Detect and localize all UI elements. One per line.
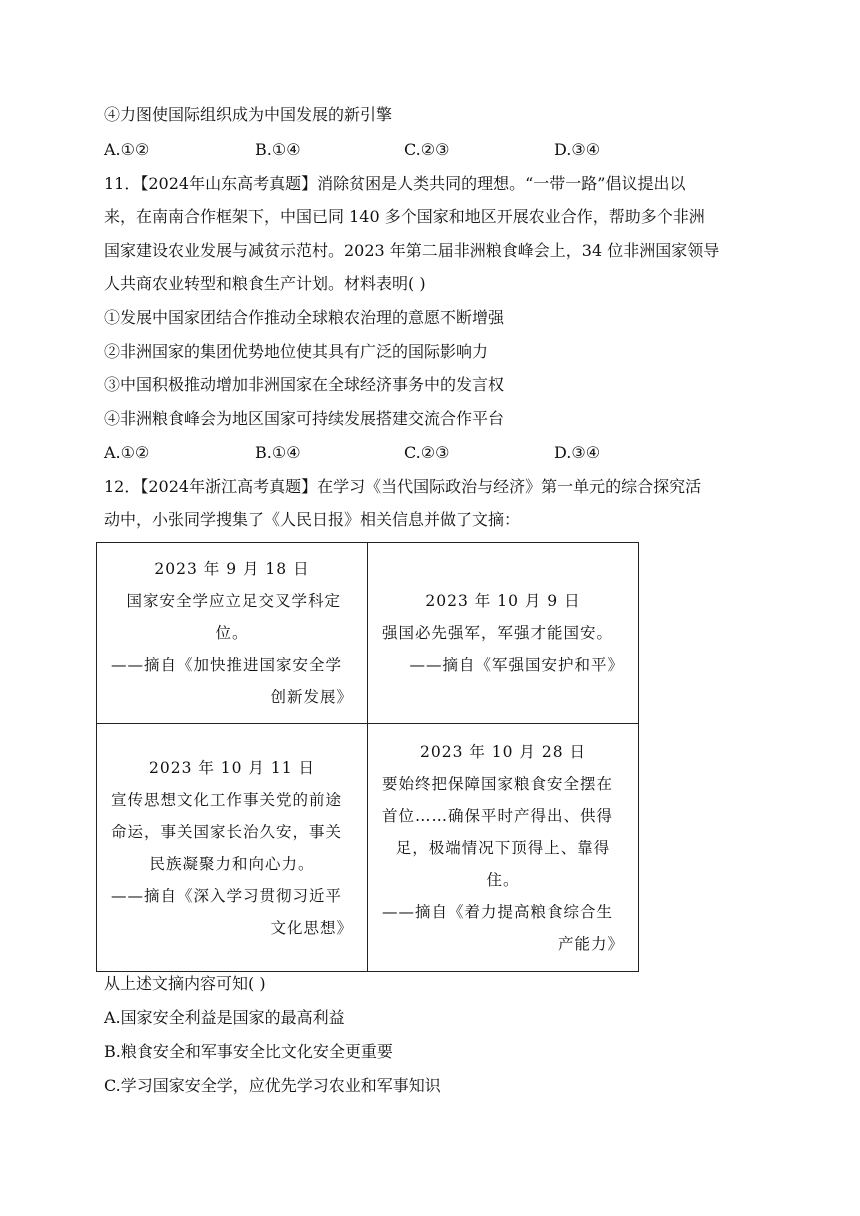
q11-statement-4: ④非洲粮食峰会为地区国家可持续发展搭建交流合作平台: [104, 409, 505, 428]
q11-statement-1: ①发展中国家团结合作推动全球粮农治理的意愿不断增强: [104, 308, 505, 327]
q11-statement-3: ③中国积极推动增加非洲国家在全球经济事务中的发言权: [104, 375, 505, 394]
excerpt-1-text-1: 国家安全学应立足交叉学科定: [126, 592, 342, 610]
q12-option-a: A.国家安全利益是国家的最高利益: [104, 1008, 345, 1027]
excerpt-4-source-2: 产能力》: [557, 934, 624, 953]
excerpt-3-date: 2023 年 10 月 11 日: [148, 758, 316, 777]
excerpt-4-date: 2023 年 10 月 28 日: [419, 742, 587, 761]
q12-prompt: 从上述文摘内容可知( ): [104, 974, 266, 993]
q11-stem-line-4: 人共商农业转型和粮食生产计划。材料表明( ): [104, 274, 426, 293]
excerpt-4-text-4: 住。: [486, 870, 520, 889]
excerpt-1-source-2: 创新发展》: [270, 688, 353, 706]
excerpt-4-text-3: 足，极端情况下顶得上、靠得: [395, 838, 611, 857]
excerpt-1-source-1: ——摘自《加快推进国家安全学: [111, 656, 343, 674]
q10-statement-4: ④力图使国际组织成为中国发展的新引擎: [104, 105, 393, 124]
q11-stem-line-2: 来，在南南合作框架下，中国已同 140 多个国家和地区开展农业合作，帮助多个非洲: [104, 207, 705, 226]
q10-option-b: B.①④: [255, 140, 301, 159]
excerpt-4-text-2: 首位……确保平时产得出、供得: [382, 806, 614, 825]
q11-option-b: B.①④: [255, 443, 301, 462]
excerpt-3-text-2: 命运，事关国家长治久安，事关: [111, 822, 343, 841]
q12-stem-line-1: 12．【2024年浙江高考真题】在学习《当代国际政治与经济》第一单元的综合探究活: [104, 477, 702, 496]
q11-stem-line-1: 11．【2024年山东高考真题】消除贫困是人类共同的理想。“一带一路”倡议提出以: [104, 174, 686, 193]
excerpt-cell-4: [368, 724, 639, 972]
q11-option-a: A.①②: [104, 443, 150, 462]
q12-option-c: C.学习国家安全学，应优先学习农业和军事知识: [104, 1076, 441, 1095]
q10-option-c: C.②③: [404, 140, 450, 159]
q11-stem-line-3: 国家建设农业发展与减贫示范村。2023 年第二届非洲粮食峰会上，34 位非洲国家领导: [104, 241, 720, 260]
excerpt-1-text-2: 位。: [215, 624, 249, 642]
excerpt-3-text-1: 宣传思想文化工作事关党的前途: [111, 790, 343, 809]
excerpt-cell-2: [368, 543, 639, 724]
excerpt-4-text-1: 要始终把保障国家粮食安全摆在: [382, 774, 614, 793]
q10-option-d: D.③④: [554, 140, 601, 159]
excerpt-3-text-3: 民族凝聚力和向心力。: [149, 854, 315, 873]
excerpt-3-source-1: ——摘自《深入学习贯彻习近平: [111, 886, 343, 905]
q12-option-b: B.粮食安全和军事安全比文化安全更重要: [104, 1042, 393, 1061]
excerpt-1-date: 2023 年 9 月 18 日: [154, 560, 310, 578]
excerpt-4-source-1: ——摘自《着力提高粮食综合生: [382, 902, 614, 921]
excerpt-cell-1: [97, 543, 368, 724]
excerpt-cell-3: [97, 724, 368, 972]
q12-stem-line-2: 动中，小张同学搜集了《人民日报》相关信息并做了文摘：: [104, 510, 521, 529]
q11-statement-2: ②非洲国家的集团优势地位使其具有广泛的国际影响力: [104, 342, 489, 361]
excerpt-table: [96, 542, 639, 972]
q11-option-c: C.②③: [404, 443, 450, 462]
q11-option-d: D.③④: [554, 443, 601, 462]
q10-option-a: A.①②: [104, 140, 150, 159]
excerpt-2-date: 2023 年 10 月 9 日: [425, 592, 581, 610]
excerpt-2-text-1: 强国必先强军，军强才能国安。: [382, 624, 614, 642]
excerpt-2-source-1: ——摘自《军强国安护和平》: [409, 656, 624, 674]
excerpt-3-source-2: 文化思想》: [270, 918, 353, 937]
